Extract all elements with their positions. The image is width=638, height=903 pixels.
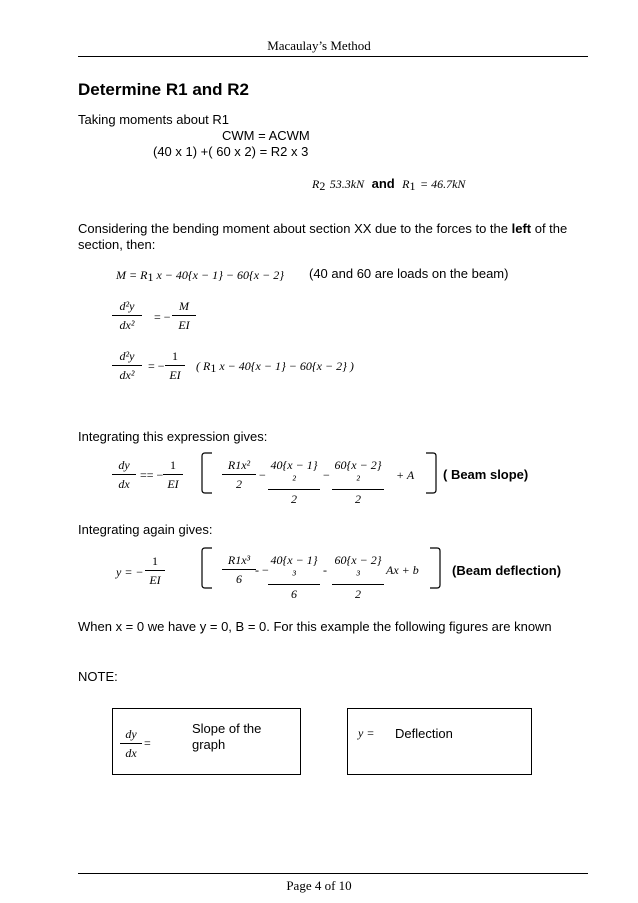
eq1-sub: 1 — [147, 270, 154, 284]
deflection-term3-fraction — [332, 553, 384, 602]
slope-c-num: 1 — [170, 458, 176, 472]
note-slope-den: dx — [120, 743, 142, 761]
r2-symbol: R — [312, 177, 320, 191]
running-header: Macaulay’s Method — [267, 38, 371, 53]
eq3-rden: EI — [165, 365, 185, 383]
deflection-left-bracket — [200, 547, 214, 589]
eq3-bracket-expression — [196, 357, 354, 376]
eq2-den: dx² — [112, 315, 142, 333]
slope-lhs-num: dy — [118, 458, 130, 472]
page-number: Page 4 of 10 — [286, 878, 352, 893]
moment-equation-m — [116, 266, 284, 285]
section-heading: Determine R1 and R2 — [78, 80, 249, 99]
and-word: and — [371, 176, 395, 191]
note-slope-num: dy — [125, 727, 137, 741]
eq3-open: ( R — [196, 359, 211, 373]
slope-t3-num: 60{x − 2}² — [334, 458, 382, 487]
slope-t1-den: 2 — [222, 474, 256, 492]
r2-sub: 2 — [319, 179, 326, 193]
slope-t1-num: R1x² — [227, 458, 251, 472]
eq3-rnum: 1 — [172, 349, 178, 363]
eq1-rhs: x − 40{x − 1} − 60{x − 2} — [153, 268, 285, 282]
bending-intro-bold: left — [511, 221, 532, 236]
deflection-t3-den: 2 — [332, 584, 384, 602]
note-slope-text-1: Slope of the — [192, 721, 262, 736]
deflection-minus1: - − — [255, 563, 269, 577]
deflection-term2-fraction — [268, 553, 320, 602]
slope-constant-a: + A — [396, 468, 415, 482]
eq2-rden: EI — [172, 315, 196, 333]
header-rule — [78, 56, 588, 57]
r1-value: = 46.7kN — [419, 177, 466, 191]
bending-intro-pre: Considering the bending moment about section XX due to the forces to the — [78, 221, 512, 236]
eq2-rhs-fraction — [172, 299, 196, 333]
slope-lhs-den: dx — [112, 474, 136, 492]
eq1-lhs: M = R — [116, 268, 148, 282]
moments-intro: Taking moments about R1 — [78, 112, 230, 127]
slope-minus1: − — [259, 468, 266, 482]
eq3-rest: x − 40{x − 1} − 60{x − 2} ) — [216, 359, 354, 373]
note-slope-text-2: graph — [192, 737, 226, 752]
eq3-constant-fraction — [165, 349, 185, 383]
slope-left-bracket — [200, 452, 214, 494]
eq2-num: d²y — [119, 299, 135, 313]
note-label: NOTE: — [78, 669, 118, 684]
eq2-rnum: M — [179, 299, 189, 313]
deflection-t1-num: R1x³ — [227, 553, 251, 567]
deflection-t3-num: 60{x − 2}³ — [334, 553, 382, 582]
r1-sub: 1 — [409, 179, 416, 193]
deflection-t2-num: 40{x − 1}³ — [270, 553, 318, 582]
note-deflection-text: Deflection — [395, 726, 453, 741]
note-slope-fraction — [120, 727, 142, 761]
eq1-note: (40 and 60 are loads on the beam) — [309, 266, 509, 281]
deflection-lhs: y = − — [116, 565, 144, 579]
note-slope-box — [112, 708, 301, 775]
eq3-lhs-fraction — [112, 349, 142, 383]
eq2-lhs-fraction — [112, 299, 142, 333]
integration-intro2: Integrating again gives: — [78, 522, 213, 537]
slope-t3-den: 2 — [332, 489, 384, 507]
bending-intro-post: of the — [531, 221, 568, 236]
slope-t2-den: 2 — [268, 489, 320, 507]
note-deflection-symbol: y = — [358, 726, 375, 740]
slope-t2-num: 40{x − 1}² — [270, 458, 318, 487]
deflection-minus2: - — [323, 563, 327, 577]
slope-equals: == − — [140, 468, 164, 482]
integration-intro: Integrating this expression gives: — [78, 429, 268, 444]
deflection-c-num: 1 — [152, 554, 158, 568]
slope-minus2: − — [323, 468, 330, 482]
r2-value: 53.3kN — [329, 177, 365, 191]
deflection-c-den: EI — [145, 570, 165, 588]
note-slope-equals: = — [144, 736, 151, 750]
slope-label: ( Beam slope) — [443, 467, 529, 482]
slope-right-bracket — [424, 452, 438, 494]
eq3-num: d²y — [119, 349, 135, 363]
eq3-sub: 1 — [210, 361, 217, 375]
slope-lhs-fraction — [112, 458, 136, 492]
slope-term1-fraction — [222, 458, 256, 492]
deflection-t1-den: 6 — [222, 569, 256, 587]
deflection-label: (Beam deflection) — [452, 563, 562, 578]
slope-term2-fraction — [268, 458, 320, 507]
note-deflection-box — [347, 708, 532, 775]
deflection-term1-fraction — [222, 553, 256, 587]
deflection-constants: Ax + b — [386, 563, 419, 577]
eq3-equals: = − — [148, 359, 165, 373]
slope-term3-fraction — [332, 458, 384, 507]
boundary-conditions: When x = 0 we have y = 0, B = 0. For this example the following figures are known — [78, 619, 552, 634]
footer-rule — [78, 873, 588, 874]
reaction-results — [312, 175, 465, 194]
bending-intro — [78, 221, 567, 236]
deflection-t2-den: 6 — [268, 584, 320, 602]
cwm-line: CWM = ACWM — [222, 128, 310, 143]
eq2-equals: = − — [154, 310, 171, 324]
slope-c-den: EI — [163, 474, 183, 492]
slope-constant-fraction — [163, 458, 183, 492]
r1-symbol: R — [402, 177, 410, 191]
moment-equation: (40 x 1) +( 60 x 2) = R2 x 3 — [153, 144, 309, 159]
eq3-den: dx² — [112, 365, 142, 383]
bending-intro-line2: section, then: — [78, 237, 156, 252]
deflection-right-bracket — [428, 547, 442, 589]
deflection-constant-fraction — [145, 554, 165, 588]
